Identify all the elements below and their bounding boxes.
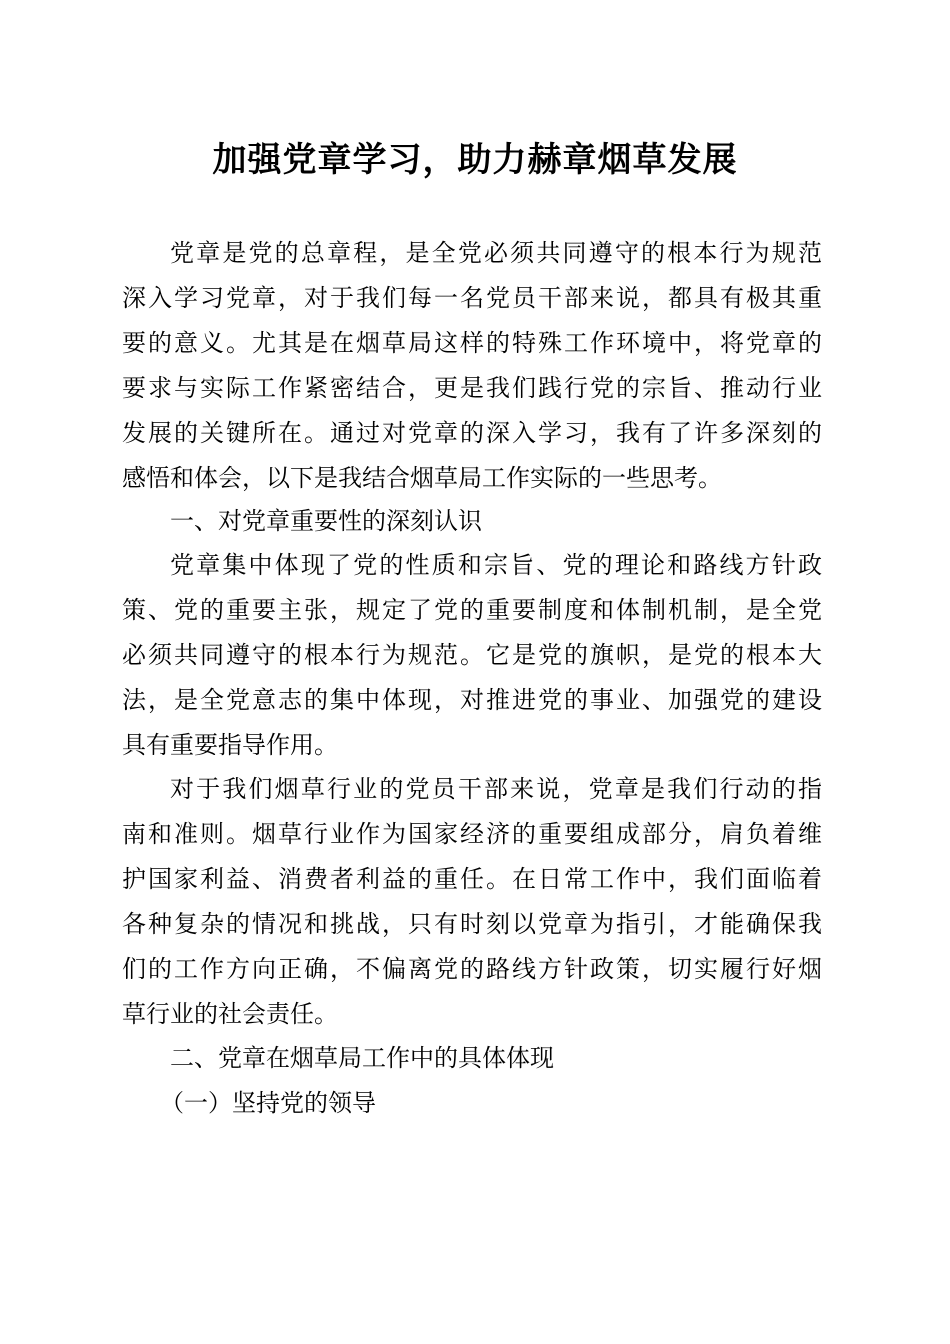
paragraph-line: 各种复杂的情况和挑战，只有时刻以党章为指引，才能确保我 [122,910,822,938]
paragraph-line: 对于我们烟草行业的党员干部来说，党章是我们行动的指 [170,775,822,803]
paragraph-line: 发展的关键所在。通过对党章的深入学习，我有了许多深刻的 [122,419,822,447]
section-heading-2: 二、党章在烟草局工作中的具体体现 [170,1044,554,1072]
paragraph-line: 党章集中体现了党的性质和宗旨、党的理论和路线方针政 [170,551,822,579]
paragraph-line: 要的意义。尤其是在烟草局这样的特殊工作环境中，将党章的 [122,329,822,357]
paragraph-line: 法，是全党意志的集中体现，对推进党的事业、加强党的建设 [122,686,822,714]
paragraph-line: 策、党的重要主张，规定了党的重要制度和体制机制，是全党 [122,596,822,624]
paragraph-line: 护国家利益、消费者利益的重任。在日常工作中，我们面临着 [122,865,822,893]
paragraph-line: 南和准则。烟草行业作为国家经济的重要组成部分，肩负着维 [122,820,822,848]
paragraph-line: 具有重要指导作用。 [122,731,338,759]
paragraph-line: 必须共同遵守的根本行为规范。它是党的旗帜，是党的根本大 [122,641,822,669]
section-heading-1: 一、对党章重要性的深刻认识 [170,507,482,535]
paragraph-line: 深入学习党章，对于我们每一名党员干部来说，都具有极其重 [122,284,822,312]
subsection-heading-1: （一）坚持党的领导 [160,1089,376,1117]
paragraph-line: 党章是党的总章程，是全党必须共同遵守的根本行为规范 [170,239,822,267]
paragraph-line: 感悟和体会，以下是我结合烟草局工作实际的一些思考。 [122,464,722,492]
document-title: 加强党章学习，助力赫章烟草发展 [212,140,738,180]
paragraph-line: 草行业的社会责任。 [122,1000,338,1028]
paragraph-line: 们的工作方向正确，不偏离党的路线方针政策，切实履行好烟 [122,955,822,983]
paragraph-line: 要求与实际工作紧密结合，更是我们践行党的宗旨、推动行业 [122,374,822,402]
